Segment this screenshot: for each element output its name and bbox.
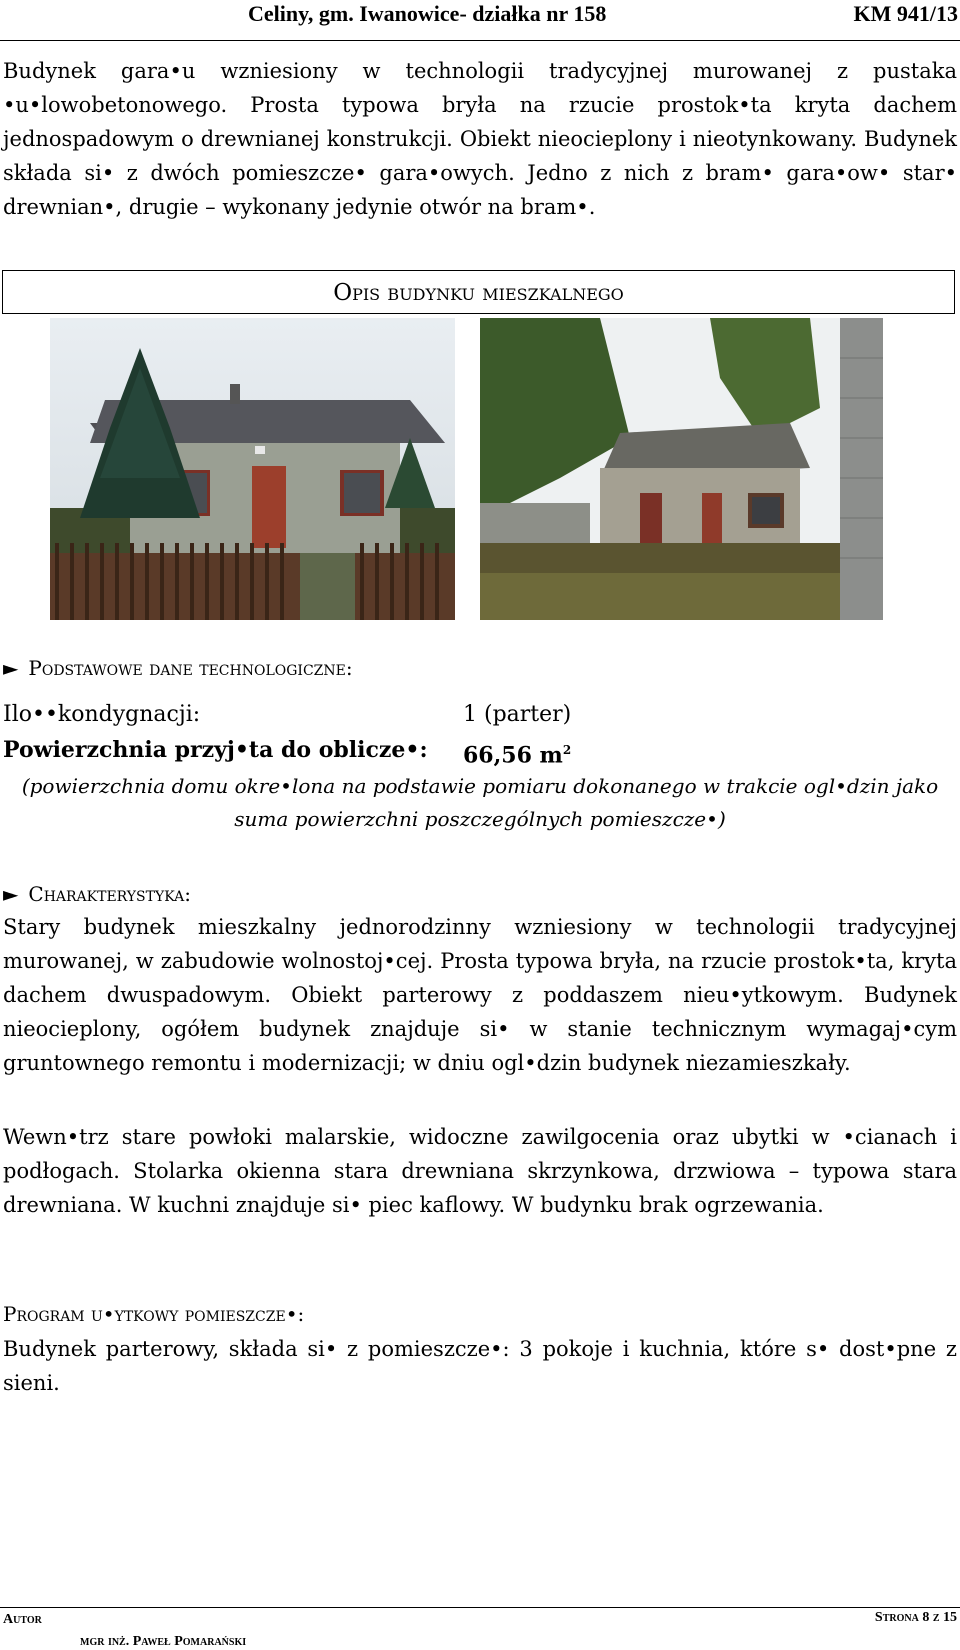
- program-heading: Program u•ytkowy pomieszcze•:: [3, 1302, 305, 1326]
- footer-author-name: mgr inż. Paweł Pomarański: [80, 1634, 247, 1649]
- document-reference: KM 941/13: [853, 1, 958, 26]
- garage-description: Budynek gara•u wzniesiony w technologii tradycyjnej murowanej z pustaka •u•lowobetonowego. Prosta typowa bryła na rzucie prostok•ta kryta dachem jednospadowym o drewnianej konstrukcji. Obiekt nieocieplony i nieotynkowany. Budynek składa si• z dwóch pomieszcze• gara•owych. Jedno z nich z bram• gara•ow• star• drewnian•, drugie – wykonany jedynie otwór na bram•.: [3, 59, 957, 219]
- section-title-box: [2, 270, 955, 314]
- area-label: Powierzchnia przyj•ta do oblicze•:: [3, 737, 428, 763]
- area-row: [3, 735, 572, 769]
- house-front-photo: [50, 318, 455, 620]
- footer-rule: [0, 1607, 960, 1608]
- program-text: Budynek parterowy, składa si• z pomieszcze•: 3 pokoje i kuchnia, które s• dost•pne z sieni.: [3, 1337, 957, 1395]
- char-heading: ► Charakterystyka:: [3, 882, 191, 906]
- characteristics-paragraph: Stary budynek mieszkalny jednorodzinny wzniesiony w technologii tradycyjnej murowanej, w zabudowie wolnostoj•cej. Prosta typowa bryła, na rzucie prostok•ta, kryta dachem dwuspadowym. Obiekt parterowy z poddaszem nieu•ytkowym. Budynek nieocieplony, ogółem budynek znajduje si• w stanie technicznym wymagaj•cym gruntownego remontu i modernizacji; w dniu ogl•dzin budynek niezamieszkały.: [3, 915, 957, 1075]
- footer-page-number: Strona 8 z 15: [874, 1610, 957, 1625]
- area-unit-sup: 2: [562, 743, 572, 757]
- house-side-photo: [480, 318, 883, 620]
- floors-row: [3, 700, 572, 730]
- tech-heading: ► Podstawowe dane technologiczne:: [3, 656, 353, 680]
- document-title: Celiny, gm. Iwanowice- działka nr 158: [248, 1, 607, 26]
- bullet-triangle-icon: ►: [3, 882, 19, 906]
- interior-paragraph: Wewn•trz stare powłoki malarskie, widoczne zawilgocenia oraz ubytki w •cianach i podłogach. Stolarka okienna stara drewniana skrzynkowa, drzwiowa – typowa stara drewniana. W kuchni znajduje si• piec kaflowy. W budynku brak ogrzewania.: [3, 1125, 957, 1217]
- bullet-triangle-icon: ►: [3, 656, 19, 680]
- floors-label: Ilo••kondygnacji:: [3, 702, 201, 727]
- floors-value: 1 (parter): [463, 702, 572, 727]
- area-value: 66,56 $m^2$: [463, 742, 572, 769]
- section-title: Opis budynku mieszkalnego: [333, 280, 624, 306]
- footer-author-label: Autor: [3, 1612, 42, 1627]
- area-note: (powierzchnia domu okre•lona na podstawie pomiaru dokonanego w trakcie ogl•dzin jako suma powierzchni poszczególnych pomieszcze•): [21, 774, 939, 831]
- page-header: [0, 0, 960, 41]
